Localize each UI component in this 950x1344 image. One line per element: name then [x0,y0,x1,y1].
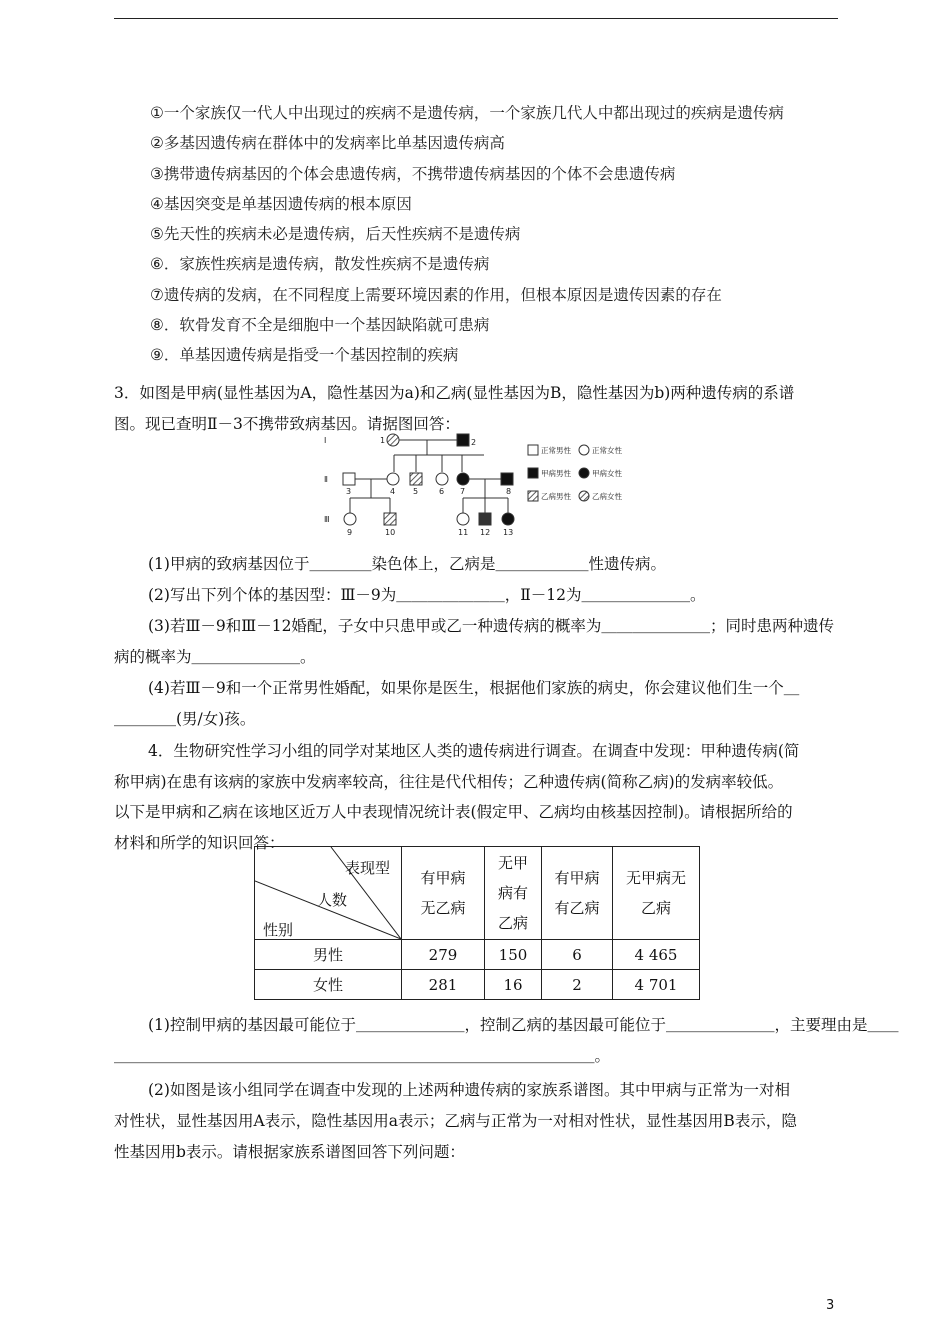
id-7: 7 [460,487,466,496]
q3-part1: (1)甲病的致病基因位于＿＿＿＿染色体上，乙病是＿＿＿＿＿＿性遗传病。 [148,555,666,573]
individual-II-7 [457,473,469,485]
id-12: 12 [480,528,491,537]
legend-b-male: 乙病男性 [541,492,571,501]
id-11: 11 [458,528,469,537]
legend-a-male: 甲病男性 [541,469,571,478]
corner-sex: 性别 [263,921,294,939]
legend-b-female-icon [579,491,589,501]
table-row [255,970,700,1000]
id-10: 10 [385,528,396,537]
legend-b-male-icon [528,491,538,501]
individual-III-13 [502,513,514,525]
legend-a-male-icon [528,468,538,478]
statement-4: ④基因突变是单基因遗传病的根本原因 [150,194,412,213]
gen-label-I: Ⅰ [324,436,327,445]
id-9: 9 [347,528,353,537]
row-label: 女性 [255,970,402,1000]
legend-normal-male: 正常男性 [541,446,571,455]
gen-label-II: Ⅱ [324,475,328,484]
id-4: 4 [390,487,396,496]
statement-5: ⑤先天性的疾病未必是遗传病，后天性疾病不是遗传病 [150,225,521,244]
q4-line1: 4．生物研究性学习小组的同学对某地区人类的遗传病进行调查。在调查中发现：甲种遗传病(简 [148,742,800,760]
header-a-no-b: 有甲病 无乙病 [402,847,485,940]
table-row [255,940,700,970]
corner-phenotype: 表现型 [345,859,391,877]
q4-part1b: ＿＿＿＿＿＿＿＿＿＿＿＿＿＿＿＿＿＿＿＿＿＿＿＿＿＿＿＿＿＿＿。 [114,1047,611,1065]
id-6: 6 [439,487,445,496]
q3-part3b: 病的概率为＿＿＿＿＿＿＿。 [114,648,316,666]
table-corner-cell [255,847,402,940]
legend-normal-female: 正常女性 [592,446,622,455]
q3-part4a: (4)若Ⅲ－9和一个正常男性婚配，如果你是医生，根据他们家族的病史，你会建议他们生一个＿ [148,679,800,697]
individual-III-10 [384,513,396,525]
cell: 281 [402,970,485,1000]
id-1: 1 [380,436,386,445]
q3-part4b: ＿＿＿＿(男/女)孩。 [114,710,256,728]
statement-7: ⑦遗传病的发病，在不同程度上需要环境因素的作用，但根本原因是遗传因素的存在 [150,285,722,304]
q4-part2c: 性基因用b表示。请根据家族系谱图回答下列问题： [114,1143,465,1161]
cell: 279 [402,940,485,970]
individual-III-9 [344,513,356,525]
individual-III-11 [457,513,469,525]
legend-normal-female-icon [579,445,589,455]
q3-part2: (2)写出下列个体的基因型：Ⅲ－9为＿＿＿＿＿＿＿，Ⅱ－12为＿＿＿＿＿＿＿。 [148,586,706,604]
statement-8: ⑧．软骨发育不全是细胞中一个基因缺陷就可患病 [150,316,490,335]
q4-part2a: (2)如图是该小组同学在调查中发现的上述两种遗传病的家族系谱图。其中甲病与正常为一对相 [148,1081,790,1099]
statement-3: ③携带遗传病基因的个体会患遗传病，不携带遗传病基因的个体不会患遗传病 [150,164,676,183]
individual-III-12 [479,513,491,525]
cell: 150 [485,940,542,970]
legend-a-female-icon [579,468,589,478]
individual-II-6 [436,473,448,485]
q3-line1: 3．如图是甲病(显性基因为A，隐性基因为a)和乙病(显性基因为B，隐性基因为b)两种遗传病的系谱 [114,384,795,402]
id-2: 2 [471,438,477,447]
q4-part1a: (1)控制甲病的基因最可能位于＿＿＿＿＿＿＿，控制乙病的基因最可能位于＿＿＿＿＿＿＿，主要理由是＿＿ [148,1016,899,1034]
statement-list [150,98,850,371]
individual-I-2 [457,434,469,446]
header-rule [114,18,838,19]
header-no-a-no-b: 无甲病无 乙病 [613,847,700,940]
individual-II-4 [387,473,399,485]
statement-1: ①一个家族仅一代人中出现过的疾病不是遗传病，一个家族几代人中都出现过的疾病是遗传病 [150,104,784,122]
statement-6: ⑥．家族性疾病是遗传病，散发性疾病不是遗传病 [150,255,490,274]
q4-part2b: 对性状，显性基因用A表示，隐性基因用a表示；乙病与正常为一对相对性状，显性基因用B表示，隐 [114,1112,797,1130]
q3-part3a: (3)若Ⅲ－9和Ⅲ－12婚配，子女中只患甲或乙一种遗传病的概率为＿＿＿＿＿＿＿；同时患两种遗传 [148,617,834,635]
cell: 16 [485,970,542,1000]
q4-line2: 称甲病)在患有该病的家族中发病率较高，往往是代代相传；乙种遗传病(简称乙病)的发病率较低。 [114,772,784,791]
q4-intro [114,736,840,858]
gen-label-III: Ⅲ [324,515,330,524]
row-label: 男性 [255,940,402,970]
id-3: 3 [346,487,352,496]
statement-2: ②多基因遗传病在群体中的发病率比单基因遗传病高 [150,134,505,153]
id-8: 8 [506,487,512,496]
header-a-b: 有甲病 有乙病 [542,847,613,940]
legend-a-female: 甲病女性 [592,469,622,478]
cell: 4 465 [613,940,700,970]
cell: 6 [542,940,613,970]
cell: 2 [542,970,613,1000]
individual-II-3 [343,473,355,485]
id-13: 13 [503,528,514,537]
legend-b-female: 乙病女性 [592,492,622,501]
individual-I-1 [387,434,399,446]
q4-line4: 材料和所学的知识回答： [114,833,285,852]
stats-table [254,846,700,1000]
header-no-a-b: 无甲 病有 乙病 [485,847,542,940]
legend-normal-male-icon [528,445,538,455]
individual-II-8 [501,473,513,485]
pedigree-chart [320,430,640,542]
individual-II-5 [410,473,422,485]
q3-line2: 图。现已查明Ⅱ－3不携带致病基因。请据图回答： [114,414,460,433]
q4-line3: 以下是甲病和乙病在该地区近万人中表现情况统计表(假定甲、乙病均由核基因控制)。请根据所给的 [114,803,793,821]
statement-9: ⑨．单基因遗传病是指受一个基因控制的疾病 [150,346,459,365]
corner-count: 人数 [317,891,348,909]
cell: 4 701 [613,970,700,1000]
id-5: 5 [413,487,419,496]
page-number: 3 [826,1298,835,1313]
